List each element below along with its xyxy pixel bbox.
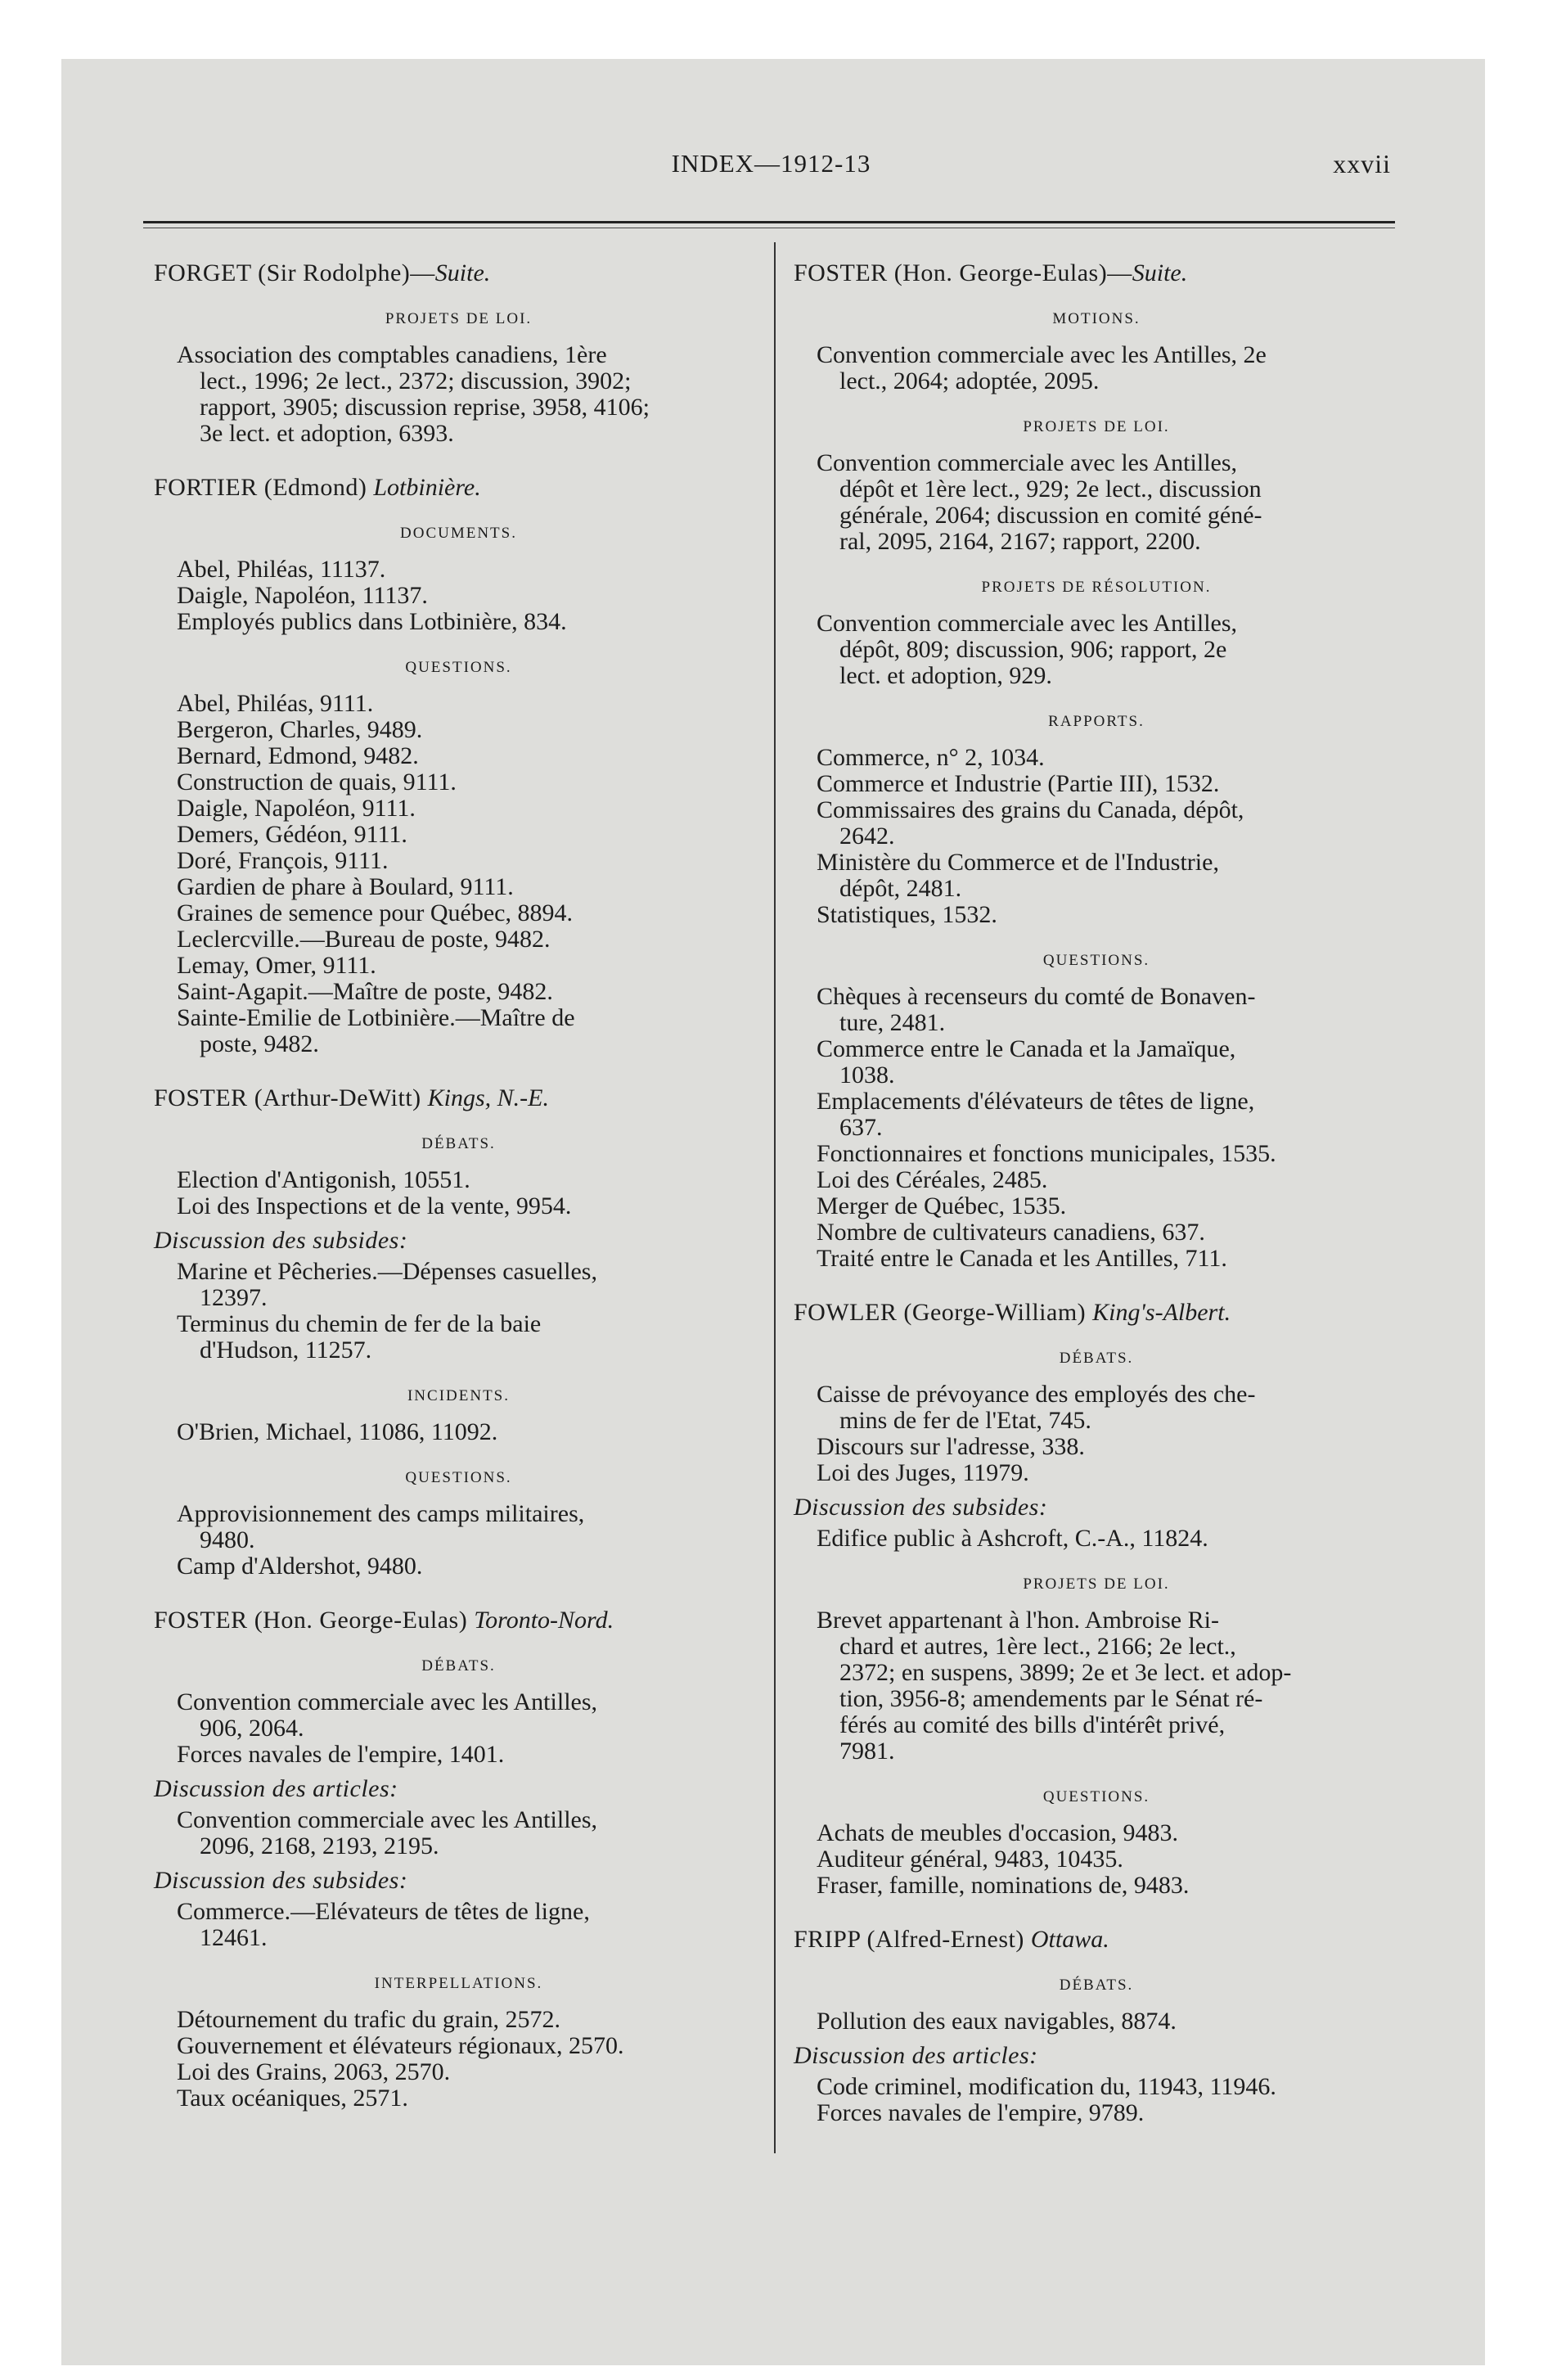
entry-line: Loi des Inspections et de la vente, 9954. [177, 1192, 572, 1219]
left-column [154, 260, 763, 2112]
index-entry [794, 1382, 1399, 1434]
header-rule [143, 221, 1395, 223]
index-entry [794, 450, 1399, 555]
entry-line: Sainte-Emilie de Lotbinière.—Maître de [177, 1004, 575, 1031]
page-header [151, 149, 1391, 190]
right-column [794, 260, 1399, 2126]
entry-line: Construction de quais, 9111. [177, 769, 457, 796]
index-entry [154, 1689, 763, 1742]
index-entry [154, 1193, 763, 1219]
member-heading [794, 1927, 1399, 1953]
index-entry [794, 902, 1399, 928]
entry-line: Camp d'Aldershot, 9480. [177, 1553, 423, 1580]
entry-line: Daigle, Napoléon, 11137. [177, 582, 428, 609]
entry-continuation: 12461. [200, 1924, 268, 1951]
index-entry [794, 850, 1399, 902]
entry-line: Commissaires des grains du Canada, dépôt, [817, 796, 1244, 823]
entry-continuation: 2642. [839, 823, 895, 850]
index-entry [154, 2085, 763, 2112]
riding-name: Lotbinière. [373, 474, 481, 501]
column-divider [774, 242, 776, 2153]
index-entry [154, 2059, 763, 2085]
entry-line: Pollution des eaux navigables, 8874. [817, 2008, 1177, 2035]
section-label: INCIDENTS. [407, 1387, 511, 1404]
entry-line: O'Brien, Michael, 11086, 11092. [177, 1418, 498, 1445]
member-heading [154, 260, 763, 286]
entry-line: Code criminel, modification du, 11943, 11946. [817, 2073, 1276, 2100]
riding-name: Toronto-Nord. [474, 1607, 614, 1634]
entry-line: Convention commerciale avec les Antilles, [817, 449, 1238, 476]
suite-label: Suite. [1132, 259, 1188, 286]
index-entry [794, 2074, 1399, 2100]
entry-line: Auditeur général, 9483, 10435. [817, 1846, 1123, 1873]
index-entry [154, 848, 763, 874]
index-entry [794, 771, 1399, 797]
subsection-label: Discussion des articles: [154, 1775, 398, 1802]
index-entry [154, 2033, 763, 2059]
entry-line: Convention commerciale avec les Antilles, 2e [817, 341, 1267, 368]
entry-line: Election d'Antigonish, 10551. [177, 1166, 470, 1193]
index-entry [794, 745, 1399, 771]
section-label: QUESTIONS. [1042, 1788, 1150, 1805]
section-label: DÉBATS. [1059, 1350, 1134, 1367]
section-label: RAPPORTS. [1048, 713, 1145, 730]
subsection-label: Discussion des articles: [794, 2042, 1038, 2069]
index-entry [794, 1036, 1399, 1089]
index-entry [794, 1607, 1399, 1765]
entry-continuation: tion, 3956-8; amendements par le Sénat ré- [839, 1685, 1263, 1712]
member-name: FOSTER (Hon. George-Eulas)— [794, 259, 1132, 286]
entry-line: Statistiques, 1532. [817, 901, 997, 928]
index-entry [154, 717, 763, 743]
index-entry [154, 1167, 763, 1193]
entry-continuation: 2096, 2168, 2193, 2195. [200, 1832, 439, 1859]
entry-continuation: ture, 2481. [839, 1009, 946, 1036]
entry-line: Approvisionnement des camps militaires, [177, 1500, 585, 1527]
entry-continuation: lect. et adoption, 929. [839, 662, 1052, 689]
member-heading [794, 1300, 1399, 1326]
index-entry [154, 874, 763, 900]
entry-line: Taux océaniques, 2571. [177, 2085, 408, 2112]
entry-line: Abel, Philéas, 11137. [177, 556, 386, 583]
entry-line: Fonctionnaires et fonctions municipales, 1535. [817, 1140, 1276, 1167]
entry-line: Détournement du trafic du grain, 2572. [177, 2006, 561, 2033]
entry-line: Saint-Agapit.—Maître de poste, 9482. [177, 978, 553, 1005]
index-entry [154, 1419, 763, 1445]
suite-label: Suite. [434, 259, 491, 286]
entry-line: Forces navales de l'empire, 9789. [817, 2099, 1145, 2126]
index-entry [794, 984, 1399, 1036]
entry-continuation: 906, 2064. [200, 1715, 304, 1742]
entry-line: Association des comptables canadiens, 1ère [177, 341, 607, 368]
member-heading [154, 475, 763, 501]
index-entry [154, 342, 763, 447]
entry-continuation: dépôt, 2481. [839, 875, 962, 902]
index-entry [794, 2100, 1399, 2126]
index-entry [154, 926, 763, 953]
index-entry [154, 953, 763, 979]
index-entry [794, 1193, 1399, 1219]
index-entry [794, 1089, 1399, 1141]
section-label: DOCUMENTS. [400, 525, 517, 542]
entry-line: Edifice public à Ashcroft, C.-A., 11824. [817, 1525, 1208, 1552]
entry-line: Chèques à recenseurs du comté de Bonaven- [817, 983, 1256, 1010]
index-entry [154, 1311, 763, 1364]
entry-line: Doré, François, 9111. [177, 847, 389, 874]
member-name: FOWLER (George-William) [794, 1299, 1093, 1326]
index-entry [794, 797, 1399, 850]
entry-continuation: poste, 9482. [200, 1030, 319, 1057]
entry-continuation: d'Hudson, 11257. [200, 1336, 372, 1364]
index-entry [154, 1807, 763, 1859]
entry-line: Employés publics dans Lotbinière, 834. [177, 608, 567, 635]
entry-line: Traité entre le Canada et les Antilles, 711. [817, 1245, 1227, 1272]
entry-line: Commerce, n° 2, 1034. [817, 744, 1045, 771]
entry-continuation: dépôt, 809; discussion, 906; rapport, 2e [839, 636, 1227, 663]
index-entry [794, 1820, 1399, 1846]
entry-line: Loi des Grains, 2063, 2570. [177, 2058, 451, 2085]
section-label: QUESTIONS. [405, 1469, 512, 1486]
member-name: FORGET (Sir Rodolphe)— [154, 259, 435, 286]
section-label: PROJETS DE LOI. [1023, 1575, 1170, 1593]
index-entry [794, 1460, 1399, 1486]
member-name: FOSTER (Arthur-DeWitt) [154, 1084, 428, 1111]
entry-line: Terminus du chemin de fer de la baie [177, 1310, 542, 1337]
index-entry [154, 743, 763, 769]
index-entry [794, 1219, 1399, 1246]
entry-continuation: générale, 2064; discussion en comité géné- [839, 502, 1262, 529]
entry-line: Commerce entre le Canada et la Jamaïque, [817, 1035, 1236, 1062]
entry-continuation: 12397. [200, 1284, 268, 1311]
entry-line: Leclercville.—Bureau de poste, 9482. [177, 926, 551, 953]
index-entry [154, 769, 763, 796]
page-number: xxvii [1333, 149, 1391, 178]
entry-line: Bernard, Edmond, 9482. [177, 742, 419, 769]
entry-line: Gardien de phare à Boulard, 9111. [177, 873, 514, 900]
section-label: MOTIONS. [1052, 310, 1141, 327]
index-entry [154, 2007, 763, 2033]
section-label: PROJETS DE LOI. [1023, 418, 1170, 435]
riding-name: Kings, N.-E. [427, 1084, 550, 1111]
index-entry [154, 796, 763, 822]
entry-line: Convention commerciale avec les Antilles, [177, 1806, 598, 1833]
index-entry [794, 2008, 1399, 2035]
entry-continuation: 9480. [200, 1526, 255, 1553]
index-entry [154, 979, 763, 1005]
section-label: QUESTIONS. [1042, 952, 1150, 969]
subsection-label: Discussion des subsides: [154, 1867, 408, 1894]
section-label: DÉBATS. [421, 1657, 496, 1675]
subsection-label: Discussion des subsides: [794, 1494, 1048, 1521]
section-label: QUESTIONS. [405, 659, 512, 676]
entry-continuation: 7981. [839, 1738, 895, 1765]
index-entry [794, 1873, 1399, 1899]
entry-continuation: chard et autres, 1ère lect., 2166; 2e lect., [839, 1633, 1236, 1660]
entry-line: Graines de semence pour Québec, 8894. [177, 899, 573, 926]
entry-continuation: dépôt et 1ère lect., 929; 2e lect., discussion [839, 476, 1262, 503]
entry-line: Bergeron, Charles, 9489. [177, 716, 423, 743]
index-entry [154, 822, 763, 848]
section-label: INTERPELLATIONS. [374, 1975, 543, 1992]
entry-continuation: lect., 2064; adoptée, 2095. [839, 367, 1100, 394]
index-entry [154, 1742, 763, 1768]
member-name: FORTIER (Edmond) [154, 474, 374, 501]
riding-name: King's-Albert. [1092, 1299, 1231, 1326]
index-entry [154, 1501, 763, 1553]
index-entry [794, 1167, 1399, 1193]
entry-line: Marine et Pêcheries.—Dépenses casuelles, [177, 1258, 597, 1285]
section-label: DÉBATS. [421, 1135, 496, 1152]
entry-continuation: lect., 1996; 2e lect., 2372; discussion, 3902; [200, 367, 632, 394]
section-label: DÉBATS. [1059, 1977, 1134, 1994]
index-entry [154, 583, 763, 609]
entry-continuation: 3e lect. et adoption, 6393. [200, 420, 454, 447]
entry-line: Fraser, famille, nominations de, 9483. [817, 1872, 1190, 1899]
entry-line: Brevet appartenant à l'hon. Ambroise Ri- [817, 1607, 1219, 1634]
entry-line: Discours sur l'adresse, 338. [817, 1433, 1085, 1460]
entry-line: Loi des Céréales, 2485. [817, 1166, 1048, 1193]
entry-line: Commerce.—Elévateurs de têtes de ligne, [177, 1898, 590, 1925]
entry-line: Emplacements d'élévateurs de têtes de ligne, [817, 1088, 1255, 1115]
entry-continuation: rapport, 3905; discussion reprise, 3958, 4106; [200, 394, 650, 421]
entry-continuation: ral, 2095, 2164, 2167; rapport, 2200. [839, 528, 1201, 555]
index-entry [154, 1005, 763, 1057]
entry-continuation: 637. [839, 1114, 883, 1141]
index-entry [154, 1553, 763, 1580]
member-name: FOSTER (Hon. George-Eulas) [154, 1607, 475, 1634]
entry-line: Merger de Québec, 1535. [817, 1192, 1067, 1219]
member-heading [154, 1085, 763, 1111]
entry-line: Achats de meubles d'occasion, 9483. [817, 1819, 1178, 1846]
member-heading [794, 260, 1399, 286]
index-entry [794, 1526, 1399, 1552]
index-entry [154, 557, 763, 583]
entry-line: Gouvernement et élévateurs régionaux, 2570. [177, 2032, 624, 2059]
entry-continuation: 2372; en suspens, 3899; 2e et 3e lect. et adop- [839, 1659, 1292, 1686]
entry-line: Demers, Gédéon, 9111. [177, 821, 407, 848]
index-entry [154, 691, 763, 717]
index-entry [794, 1141, 1399, 1167]
index-entry [154, 1259, 763, 1311]
entry-line: Nombre de cultivateurs canadiens, 637. [817, 1219, 1205, 1246]
running-title: INDEX—1912-13 [671, 149, 871, 178]
entry-line: Convention commerciale avec les Antilles, [817, 610, 1238, 637]
entry-continuation: 1038. [839, 1062, 895, 1089]
subsection-label: Discussion des subsides: [154, 1227, 408, 1254]
entry-line: Lemay, Omer, 9111. [177, 952, 376, 979]
entry-line: Ministère du Commerce et de l'Industrie, [817, 849, 1219, 876]
index-entry [794, 342, 1399, 394]
entry-line: Caisse de prévoyance des employés des che- [817, 1381, 1256, 1408]
index-entry [154, 609, 763, 635]
entry-line: Daigle, Napoléon, 9111. [177, 795, 416, 822]
entry-line: Loi des Juges, 11979. [817, 1459, 1029, 1486]
index-entry [794, 1434, 1399, 1460]
member-heading [154, 1607, 763, 1634]
entry-continuation: mins de fer de l'Etat, 745. [839, 1407, 1091, 1434]
index-entry [794, 1846, 1399, 1873]
index-entry [154, 1899, 763, 1951]
entry-line: Convention commerciale avec les Antilles, [177, 1688, 598, 1715]
riding-name: Ottawa. [1030, 1926, 1109, 1953]
index-entry [794, 611, 1399, 689]
index-entry [794, 1246, 1399, 1272]
entry-line: Commerce et Industrie (Partie III), 1532. [817, 770, 1220, 797]
section-label: PROJETS DE RÉSOLUTION. [981, 579, 1212, 596]
index-entry [154, 900, 763, 926]
member-name: FRIPP (Alfred-Ernest) [794, 1926, 1031, 1953]
entry-continuation: férés au comité des bills d'intérêt privé, [839, 1711, 1226, 1738]
section-label: PROJETS DE LOI. [385, 310, 533, 327]
entry-line: Abel, Philéas, 9111. [177, 690, 374, 717]
entry-line: Forces navales de l'empire, 1401. [177, 1741, 505, 1768]
